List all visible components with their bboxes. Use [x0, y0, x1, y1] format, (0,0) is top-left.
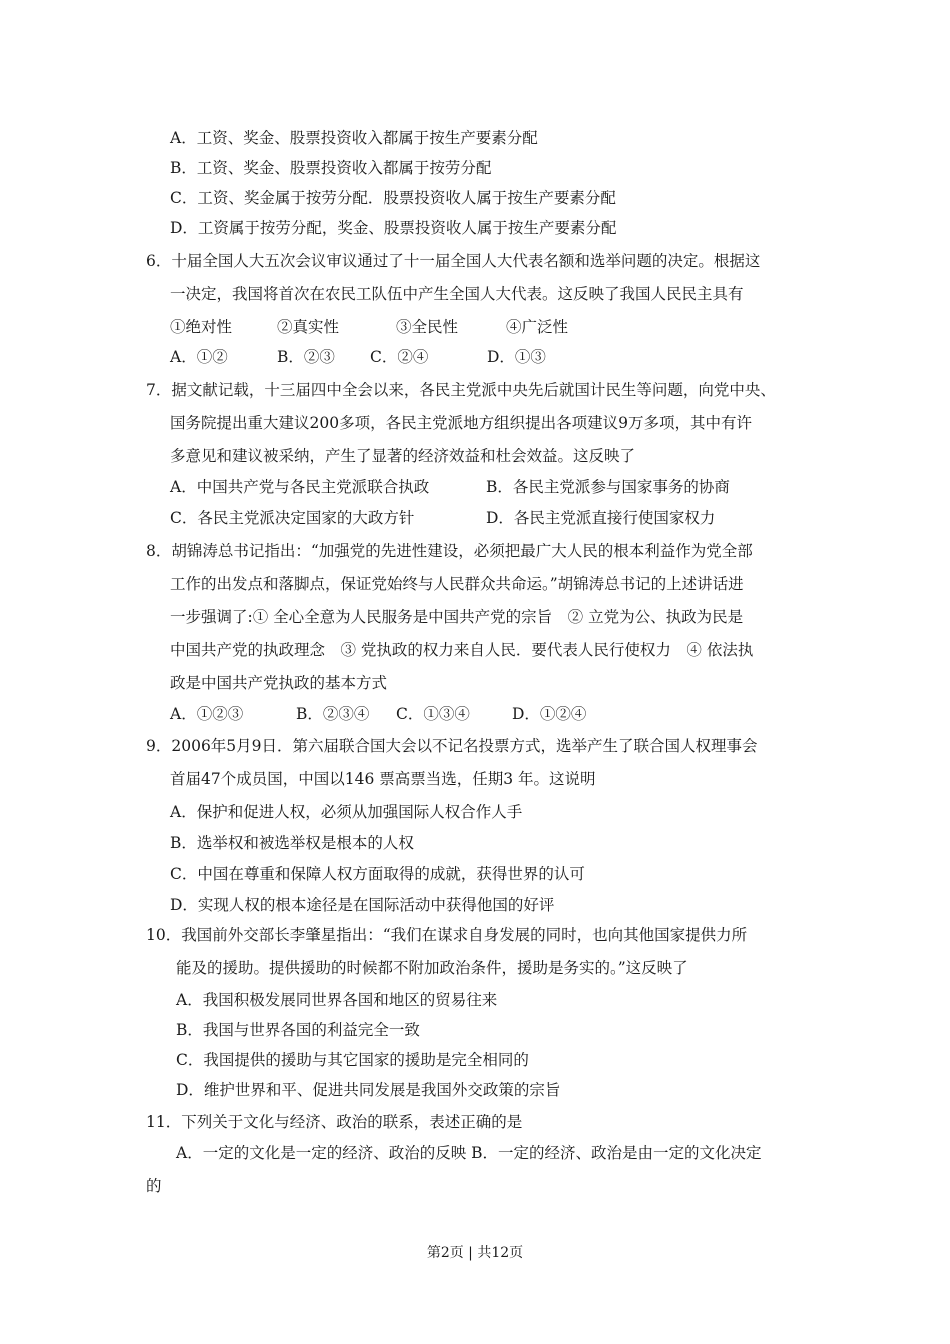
q8-stem-line: 8．胡锦涛总书记指出：“加强党的先进性建设，必须把最广大人民的根本利益作为党全部 [146, 542, 753, 560]
q7-stem-line: 7．据文献记载，十三届四中全会以来，各民主党派中央先后就国计民生等问题，向党中央、 [146, 381, 776, 399]
q6-items [0, 317, 950, 337]
q10-option-c: C．我国提供的援助与其它国家的援助是完全相同的 [176, 1051, 529, 1069]
q7-options-row2 [0, 508, 950, 528]
q8-option: A．①②③ [170, 705, 244, 723]
q5-option-a: A．工资、奖金、股票投资收入都属于按生产要素分配 [170, 129, 538, 147]
q8-stem-line: 政是中国共产党执政的基本方式 [170, 674, 388, 692]
q5-option-c: C．工资、奖金属于按劳分配．股票投资收人属于按生产要素分配 [170, 189, 616, 207]
q6-stem-line: 一决定，我国将首次在农民工队伍中产生全国人大代表。这反映了我国人民民主具有 [170, 285, 744, 303]
q6-item: ③全民性 [396, 318, 459, 336]
q6-item: ②真实性 [277, 318, 340, 336]
q11-stem-line: 11．下列关于文化与经济、政治的联系，表述正确的是 [146, 1113, 523, 1131]
q7-option: B．各民主党派参与国家事务的协商 [486, 478, 730, 496]
q9-stem-line: 首届47个成员国，中国以146 票高票当选，任期3 年。这说明 [170, 770, 596, 788]
q6-item: ①绝对性 [170, 318, 233, 336]
q8-option: D．①②④ [512, 705, 587, 723]
q8-options [0, 704, 950, 724]
q7-stem-line: 国务院提出重大建议200多项，各民主党派地方组织提出各项建议9万多项，其中有许 [170, 414, 752, 432]
q9-option-d: D．实现人权的根本途径是在国际活动中获得他国的好评 [170, 896, 555, 914]
q6-options [0, 347, 950, 367]
q11-options-line: 的 [146, 1177, 162, 1195]
q9-option-c: C．中国在尊重和保障人权方面取得的成就，获得世界的认可 [170, 865, 585, 883]
q8-option: B．②③④ [296, 705, 370, 723]
q10-option-a: A．我国积极发展同世界各国和地区的贸易往来 [176, 991, 498, 1009]
q10-option-d: D．维护世界和平、促进共同发展是我国外交政策的宗旨 [176, 1081, 561, 1099]
q8-stem-line: 工作的出发点和落脚点，保证党始终与人民群众共命运。”胡锦涛总书记的上述讲话进 [170, 575, 744, 593]
q8-stem-line: 一步强调了:① 全心全意为人民服务是中国共产党的宗旨 ② 立党为公、执政为民是 [170, 608, 744, 626]
q6-option: B．②③ [277, 348, 335, 366]
q7-options-row1 [0, 477, 950, 497]
q6-option: A．①② [170, 348, 228, 366]
q6-item: ④广泛性 [506, 318, 569, 336]
q9-stem-line: 9．2006年5月9日．第六届联合国大会以不记名投票方式，选举产生了联合国人权理事会 [146, 737, 758, 755]
q11-options-line: A．一定的文化是一定的经济、政治的反映 B．一定的经济、政治是由一定的文化决定 [176, 1144, 762, 1162]
q10-stem-line: 能及的援助。提供援助的时候都不附加政治条件，援助是务实的。”这反映了 [176, 959, 688, 977]
q7-option: C．各民主党派决定国家的大政方针 [170, 509, 415, 527]
page-footer: 第2页 | 共12页 [426, 1245, 524, 1261]
q8-option: C．①③④ [396, 705, 470, 723]
q5-option-b: B．工资、奖金、股票投资收入都属于按劳分配 [170, 159, 492, 177]
q5-option-d: D．工资属于按劳分配，奖金、股票投资收人属于按生产要素分配 [170, 219, 617, 237]
q10-stem-line: 10．我国前外交部长李肇星指出：“我们在谋求自身发展的同时，也向其他国家提供力所 [146, 926, 748, 944]
q9-option-b: B．选举权和被选举权是根本的人权 [170, 834, 414, 852]
q7-option: D．各民主党派直接行使国家权力 [486, 509, 716, 527]
q9-option-a: A．保护和促进人权，必须从加强国际人权合作人手 [170, 803, 523, 821]
q7-option: A．中国共产党与各民主党派联合执政 [170, 478, 430, 496]
q8-stem-line: 中国共产党的执政理念 ③ 党执政的权力来自人民．要代表人民行使权力 ④ 依法执 [170, 641, 754, 659]
q10-option-b: B．我国与世界各国的利益完全一致 [176, 1021, 420, 1039]
q6-option: C．②④ [370, 348, 429, 366]
q7-stem-line: 多意见和建议被采纳，产生了显著的经济效益和杜会效益。这反映了 [170, 447, 636, 465]
q6-option: D．①③ [487, 348, 546, 366]
q6-stem-line: 6．十届全国人大五次会议审议通过了十一届全国人大代表名额和选举问题的决定。根据这 [146, 252, 761, 270]
